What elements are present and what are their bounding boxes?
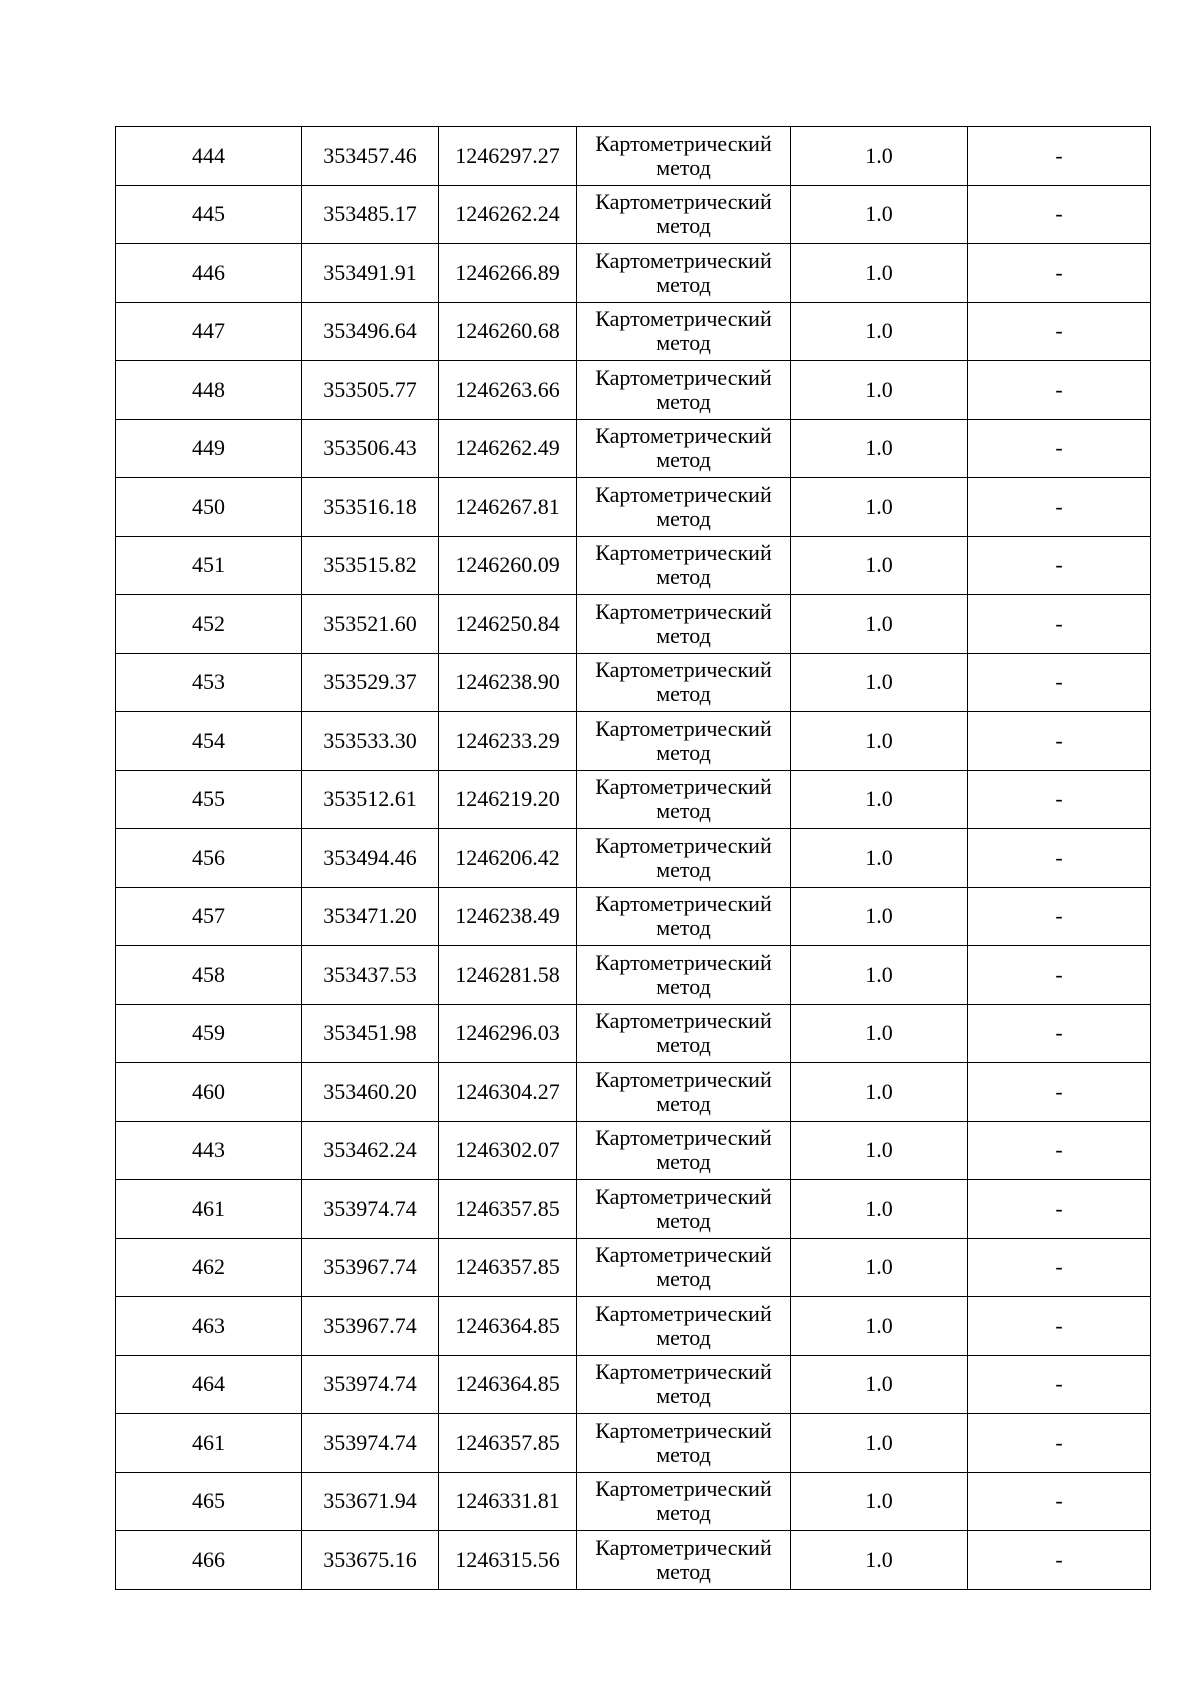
method-line-2: метод [656, 915, 711, 941]
method-cell [577, 244, 791, 303]
method-line-2: метод [656, 564, 711, 590]
method-cell [577, 595, 791, 654]
x-coordinate-cell: 353451.98 [302, 1004, 439, 1063]
table-row [116, 1121, 1151, 1180]
table-row [116, 946, 1151, 1005]
method-line-1: Картометрический [595, 1125, 772, 1151]
point-number-cell: 461 [116, 1414, 302, 1473]
method-cell [577, 653, 791, 712]
y-coordinate-cell: 1246263.66 [439, 361, 577, 420]
method-line-2: метод [656, 1032, 711, 1058]
accuracy-cell: 1.0 [791, 712, 968, 771]
method-line-2: метод [656, 1266, 711, 1292]
y-coordinate-cell: 1246296.03 [439, 1004, 577, 1063]
method-line-1: Картометрический [595, 1183, 772, 1209]
method-line-1: Картометрический [595, 481, 772, 507]
method-line-2: метод [656, 739, 711, 765]
table-row [116, 536, 1151, 595]
method-line-2: метод [656, 856, 711, 882]
table-row [116, 1414, 1151, 1473]
accuracy-cell: 1.0 [791, 185, 968, 244]
x-coordinate-cell: 353521.60 [302, 595, 439, 654]
method-cell [577, 1180, 791, 1239]
method-line-1: Картометрический [595, 715, 772, 741]
x-coordinate-cell: 353529.37 [302, 653, 439, 712]
x-coordinate-cell: 353496.64 [302, 302, 439, 361]
note-cell: - [968, 1531, 1151, 1590]
accuracy-cell: 1.0 [791, 1414, 968, 1473]
x-coordinate-cell: 353974.74 [302, 1414, 439, 1473]
x-coordinate-cell: 353516.18 [302, 478, 439, 537]
method-cell [577, 1355, 791, 1414]
accuracy-cell: 1.0 [791, 1121, 968, 1180]
y-coordinate-cell: 1246250.84 [439, 595, 577, 654]
point-number-cell: 464 [116, 1355, 302, 1414]
point-number-cell: 460 [116, 1063, 302, 1122]
note-cell: - [968, 1004, 1151, 1063]
table-row [116, 829, 1151, 888]
method-line-1: Картометрический [595, 1242, 772, 1268]
y-coordinate-cell: 1246357.85 [439, 1238, 577, 1297]
x-coordinate-cell: 353515.82 [302, 536, 439, 595]
table-row [116, 478, 1151, 537]
accuracy-cell: 1.0 [791, 302, 968, 361]
method-cell [577, 1414, 791, 1473]
method-line-1: Картометрический [595, 832, 772, 858]
method-line-1: Картометрический [595, 540, 772, 566]
note-cell: - [968, 244, 1151, 303]
x-coordinate-cell: 353506.43 [302, 419, 439, 478]
point-number-cell: 452 [116, 595, 302, 654]
method-cell [577, 1004, 791, 1063]
table-row [116, 1472, 1151, 1531]
y-coordinate-cell: 1246304.27 [439, 1063, 577, 1122]
y-coordinate-cell: 1246266.89 [439, 244, 577, 303]
note-cell: - [968, 419, 1151, 478]
y-coordinate-cell: 1246238.49 [439, 887, 577, 946]
table-row [116, 185, 1151, 244]
method-line-2: метод [656, 681, 711, 707]
accuracy-cell: 1.0 [791, 946, 968, 1005]
point-number-cell: 456 [116, 829, 302, 888]
table-row [116, 127, 1151, 186]
accuracy-cell: 1.0 [791, 829, 968, 888]
point-number-cell: 449 [116, 419, 302, 478]
accuracy-cell: 1.0 [791, 127, 968, 186]
note-cell: - [968, 1355, 1151, 1414]
y-coordinate-cell: 1246267.81 [439, 478, 577, 537]
method-cell [577, 1121, 791, 1180]
method-line-2: метод [656, 330, 711, 356]
method-line-2: метод [656, 154, 711, 180]
accuracy-cell: 1.0 [791, 770, 968, 829]
method-line-2: метод [656, 1324, 711, 1350]
point-number-cell: 465 [116, 1472, 302, 1531]
note-cell: - [968, 946, 1151, 1005]
method-line-1: Картометрический [595, 598, 772, 624]
x-coordinate-cell: 353485.17 [302, 185, 439, 244]
x-coordinate-cell: 353471.20 [302, 887, 439, 946]
table-row [116, 653, 1151, 712]
y-coordinate-cell: 1246302.07 [439, 1121, 577, 1180]
table-row [116, 1238, 1151, 1297]
accuracy-cell: 1.0 [791, 1004, 968, 1063]
point-number-cell: 446 [116, 244, 302, 303]
method-cell [577, 185, 791, 244]
point-number-cell: 457 [116, 887, 302, 946]
method-line-1: Картометрический [595, 423, 772, 449]
table-row [116, 1355, 1151, 1414]
method-line-2: метод [656, 213, 711, 239]
x-coordinate-cell: 353460.20 [302, 1063, 439, 1122]
point-number-cell: 462 [116, 1238, 302, 1297]
accuracy-cell: 1.0 [791, 1472, 968, 1531]
method-cell [577, 887, 791, 946]
point-number-cell: 466 [116, 1531, 302, 1590]
y-coordinate-cell: 1246260.09 [439, 536, 577, 595]
method-cell [577, 829, 791, 888]
y-coordinate-cell: 1246233.29 [439, 712, 577, 771]
method-cell [577, 770, 791, 829]
y-coordinate-cell: 1246262.24 [439, 185, 577, 244]
method-line-1: Картометрический [595, 949, 772, 975]
x-coordinate-cell: 353974.74 [302, 1180, 439, 1239]
y-coordinate-cell: 1246357.85 [439, 1180, 577, 1239]
method-line-2: метод [656, 1149, 711, 1175]
y-coordinate-cell: 1246331.81 [439, 1472, 577, 1531]
method-line-2: метод [656, 388, 711, 414]
table-row [116, 1063, 1151, 1122]
method-cell [577, 536, 791, 595]
y-coordinate-cell: 1246297.27 [439, 127, 577, 186]
method-line-2: метод [656, 447, 711, 473]
point-number-cell: 443 [116, 1121, 302, 1180]
point-number-cell: 463 [116, 1297, 302, 1356]
table-row [116, 712, 1151, 771]
x-coordinate-cell: 353675.16 [302, 1531, 439, 1590]
method-line-1: Картометрический [595, 1008, 772, 1034]
method-line-2: метод [656, 1383, 711, 1409]
method-line-1: Картометрический [595, 1417, 772, 1443]
accuracy-cell: 1.0 [791, 595, 968, 654]
y-coordinate-cell: 1246315.56 [439, 1531, 577, 1590]
method-line-1: Картометрический [595, 130, 772, 156]
method-line-2: метод [656, 271, 711, 297]
point-number-cell: 451 [116, 536, 302, 595]
x-coordinate-cell: 353967.74 [302, 1238, 439, 1297]
method-line-2: метод [656, 1500, 711, 1526]
point-number-cell: 458 [116, 946, 302, 1005]
note-cell: - [968, 653, 1151, 712]
accuracy-cell: 1.0 [791, 478, 968, 537]
note-cell: - [968, 887, 1151, 946]
method-cell [577, 712, 791, 771]
table-row [116, 361, 1151, 420]
x-coordinate-cell: 353533.30 [302, 712, 439, 771]
method-line-2: метод [656, 973, 711, 999]
method-cell [577, 1297, 791, 1356]
method-line-2: метод [656, 1207, 711, 1233]
note-cell: - [968, 595, 1151, 654]
x-coordinate-cell: 353457.46 [302, 127, 439, 186]
note-cell: - [968, 302, 1151, 361]
x-coordinate-cell: 353512.61 [302, 770, 439, 829]
method-line-1: Картометрический [595, 774, 772, 800]
method-line-1: Картометрический [595, 1476, 772, 1502]
x-coordinate-cell: 353671.94 [302, 1472, 439, 1531]
accuracy-cell: 1.0 [791, 1063, 968, 1122]
y-coordinate-cell: 1246219.20 [439, 770, 577, 829]
x-coordinate-cell: 353437.53 [302, 946, 439, 1005]
accuracy-cell: 1.0 [791, 1180, 968, 1239]
point-number-cell: 453 [116, 653, 302, 712]
table-row [116, 1004, 1151, 1063]
point-number-cell: 454 [116, 712, 302, 771]
method-line-1: Картометрический [595, 1534, 772, 1560]
method-cell [577, 1063, 791, 1122]
method-line-1: Картометрический [595, 189, 772, 215]
x-coordinate-cell: 353974.74 [302, 1355, 439, 1414]
note-cell: - [968, 829, 1151, 888]
table-row [116, 419, 1151, 478]
y-coordinate-cell: 1246262.49 [439, 419, 577, 478]
point-number-cell: 448 [116, 361, 302, 420]
table-row [116, 244, 1151, 303]
point-number-cell: 455 [116, 770, 302, 829]
y-coordinate-cell: 1246206.42 [439, 829, 577, 888]
note-cell: - [968, 1121, 1151, 1180]
y-coordinate-cell: 1246238.90 [439, 653, 577, 712]
x-coordinate-cell: 353505.77 [302, 361, 439, 420]
method-line-1: Картометрический [595, 1300, 772, 1326]
method-cell [577, 127, 791, 186]
method-line-1: Картометрический [595, 247, 772, 273]
note-cell: - [968, 1414, 1151, 1473]
table-row [116, 887, 1151, 946]
method-cell [577, 1238, 791, 1297]
y-coordinate-cell: 1246364.85 [439, 1297, 577, 1356]
accuracy-cell: 1.0 [791, 1355, 968, 1414]
point-number-cell: 461 [116, 1180, 302, 1239]
note-cell: - [968, 1472, 1151, 1531]
point-number-cell: 450 [116, 478, 302, 537]
method-cell [577, 1531, 791, 1590]
accuracy-cell: 1.0 [791, 536, 968, 595]
point-number-cell: 445 [116, 185, 302, 244]
point-number-cell: 447 [116, 302, 302, 361]
accuracy-cell: 1.0 [791, 244, 968, 303]
method-cell [577, 361, 791, 420]
method-line-1: Картометрический [595, 364, 772, 390]
method-cell [577, 946, 791, 1005]
method-line-1: Картометрический [595, 1359, 772, 1385]
table-row [116, 1180, 1151, 1239]
point-number-cell: 459 [116, 1004, 302, 1063]
method-line-1: Картометрический [595, 657, 772, 683]
method-line-1: Картометрический [595, 306, 772, 332]
method-line-1: Картометрический [595, 1066, 772, 1092]
method-line-2: метод [656, 798, 711, 824]
method-line-1: Картометрический [595, 891, 772, 917]
x-coordinate-cell: 353462.24 [302, 1121, 439, 1180]
note-cell: - [968, 127, 1151, 186]
method-cell [577, 302, 791, 361]
method-cell [577, 419, 791, 478]
accuracy-cell: 1.0 [791, 361, 968, 420]
method-line-2: метод [656, 1558, 711, 1584]
note-cell: - [968, 1180, 1151, 1239]
note-cell: - [968, 712, 1151, 771]
note-cell: - [968, 478, 1151, 537]
method-line-2: метод [656, 622, 711, 648]
note-cell: - [968, 1297, 1151, 1356]
coordinates-table [115, 126, 1151, 1590]
x-coordinate-cell: 353491.91 [302, 244, 439, 303]
y-coordinate-cell: 1246260.68 [439, 302, 577, 361]
y-coordinate-cell: 1246357.85 [439, 1414, 577, 1473]
x-coordinate-cell: 353967.74 [302, 1297, 439, 1356]
note-cell: - [968, 770, 1151, 829]
note-cell: - [968, 1063, 1151, 1122]
accuracy-cell: 1.0 [791, 419, 968, 478]
accuracy-cell: 1.0 [791, 887, 968, 946]
accuracy-cell: 1.0 [791, 653, 968, 712]
table-body [116, 127, 1151, 1590]
x-coordinate-cell: 353494.46 [302, 829, 439, 888]
note-cell: - [968, 185, 1151, 244]
table-row [116, 1531, 1151, 1590]
point-number-cell: 444 [116, 127, 302, 186]
accuracy-cell: 1.0 [791, 1297, 968, 1356]
note-cell: - [968, 361, 1151, 420]
method-line-2: метод [656, 505, 711, 531]
y-coordinate-cell: 1246281.58 [439, 946, 577, 1005]
accuracy-cell: 1.0 [791, 1238, 968, 1297]
method-cell [577, 1472, 791, 1531]
table-row [116, 1297, 1151, 1356]
table-row [116, 302, 1151, 361]
y-coordinate-cell: 1246364.85 [439, 1355, 577, 1414]
accuracy-cell: 1.0 [791, 1531, 968, 1590]
note-cell: - [968, 1238, 1151, 1297]
method-line-2: метод [656, 1090, 711, 1116]
method-line-2: метод [656, 1441, 711, 1467]
method-cell [577, 478, 791, 537]
table-row [116, 770, 1151, 829]
note-cell: - [968, 536, 1151, 595]
table-row [116, 595, 1151, 654]
